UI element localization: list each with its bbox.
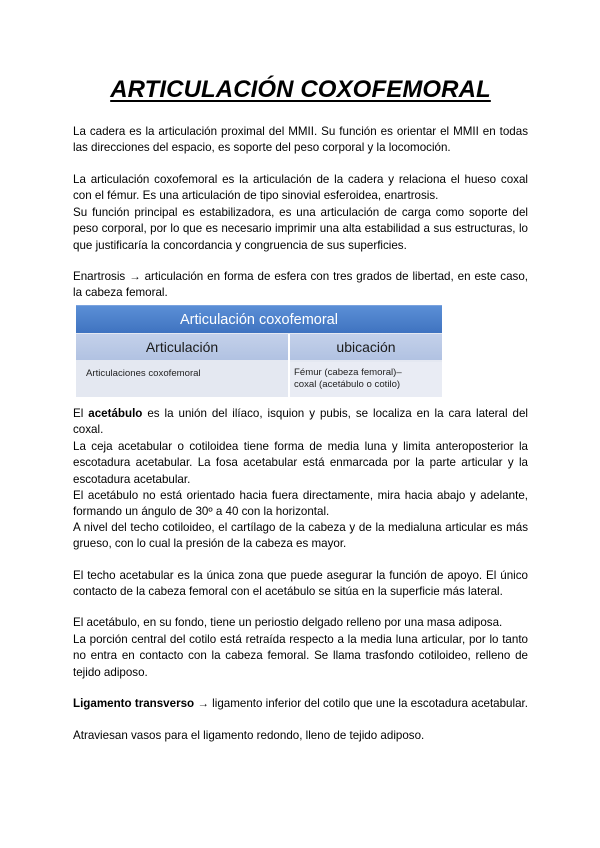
table-column-header-articulacion: Articulación [76, 334, 288, 360]
table-cell-ubicacion-line1: Fémur (cabeza femoral)– [294, 367, 402, 378]
paragraph-trasfondo: La porción central del cotilo está retraída respecto a la media luna articular, por lo tanto no entra en contacto con la cabeza femoral. Se llama trasfondo cotiloideo, relleno de tejido adiposo. [73, 633, 528, 679]
table-cell-ubicacion [290, 362, 442, 397]
paragraph-intro: La cadera es la articulación proximal del MMII. Su función es orientar el MMII en todas las direcciones del espacio, es soporte del peso corporal y la locomoción. [73, 125, 528, 155]
paragraph-enartrosis: Enartrosis → articulación en forma de esfera con tres grados de libertad, en este caso, la cabeza femoral. [73, 270, 528, 300]
table-cell-articulacion: Articulaciones coxofemoral [76, 362, 288, 397]
paragraph-orientacion: El acetábulo no está orientado hacia fuera directamente, mira hacia abajo y adelante, formando un ángulo de 30º a 40 con la horizontal. [73, 489, 528, 519]
acetabulo-text: es la unión del ilíaco, isquion y pubis, se localiza en la cara lateral del coxal. [73, 407, 528, 437]
paragraph-techo-acetabular: El techo acetabular es la única zona que puede asegurar la función de apoyo. El único contacto de la cabeza femoral con el acetábulo se sitúa en la superficie más lateral. [73, 569, 528, 599]
acetabulo-term: acetábulo [88, 407, 143, 420]
table-title: Articulación coxofemoral [76, 305, 442, 333]
table-column-header-ubicacion: ubicación [290, 334, 442, 360]
acetabulo-prefix: El [73, 407, 89, 420]
ligamento-text: → ligamento inferior del cotilo que une la escotadura acetabular. [194, 697, 528, 710]
articulation-table [76, 305, 442, 397]
paragraph-ceja-acetabular: La ceja acetabular o cotiloidea tiene forma de media luna y limita anteroposterior la escotadura acetabular. La fosa acetabular está enmarcada por la parte articular y la escotadura acetabular. [73, 440, 528, 486]
paragraph-techo-cotiloideo: A nivel del techo cotiloideo, el cartílago de la cabeza y de la medialuna articular es más grueso, con lo cual la presión de la cabeza es mayor. [73, 521, 528, 551]
ligamento-term: Ligamento transverso [73, 697, 195, 710]
paragraph-acetabulo [73, 406, 528, 439]
paragraph-periostio: El acetábulo, en su fondo, tiene un periostio delgado relleno por una masa adiposa. [73, 616, 503, 629]
paragraph-ligamento-transverso [73, 696, 528, 712]
page-title: ARTICULACIÓN COXOFEMORAL [110, 76, 491, 103]
paragraph-function: Su función principal es estabilizadora, es una articulación de carga como soporte del peso corporal, por lo que es necesario imprimir una alta estabilidad a sus estructuras, lo que justificaría la concordancia y congruencia de sus superficies. [73, 206, 528, 252]
paragraph-definition: La articulación coxofemoral es la articulación de la cadera y relaciona el hueso coxal con el fémur. Es una articulación de tipo sinovial esferoidea, enartrosis. [73, 173, 528, 203]
paragraph-vasos: Atraviesan vasos para el ligamento redondo, lleno de tejido adiposo. [73, 729, 425, 742]
table-cell-ubicacion-line2: coxal (acetábulo o cotilo) [294, 378, 401, 390]
